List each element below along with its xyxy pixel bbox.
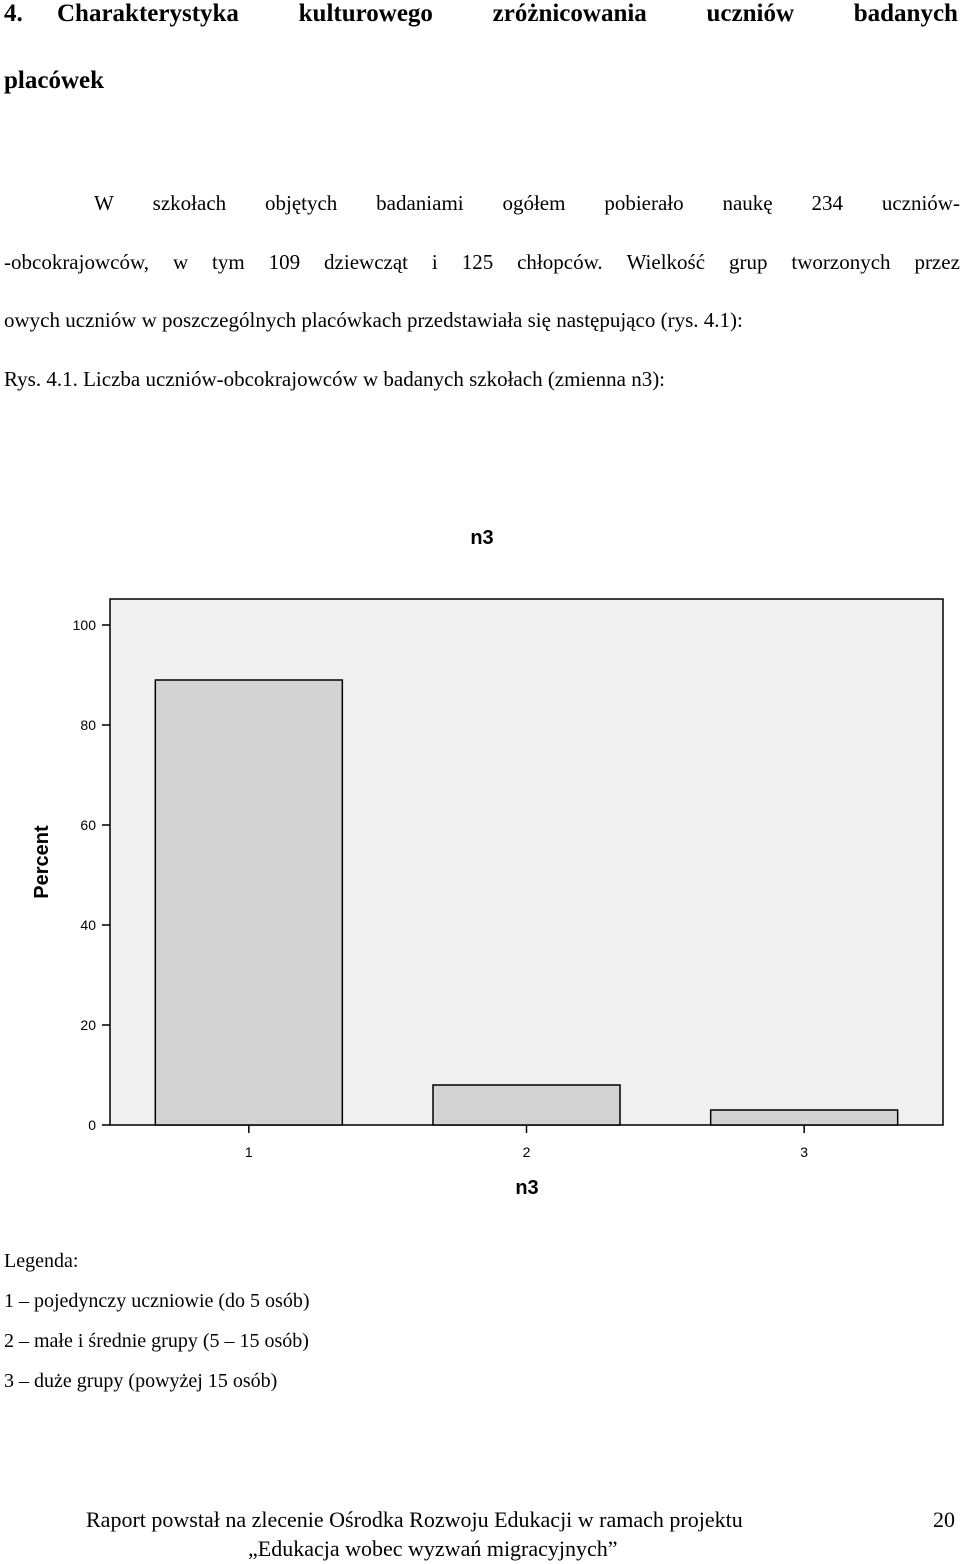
word: dziewcząt [324,250,408,274]
y-axis-label: Percent [31,825,53,899]
heading-word: uczniów [706,0,795,27]
section-heading-line2: placówek [4,67,104,94]
bar [433,1085,620,1125]
word: 109 [268,250,301,274]
word: 125 [461,250,494,274]
word: pobierało [604,191,684,215]
paragraph-line3: owych uczniów w poszczególnych placówkach przedstawiała się następująco (rys. 4.1): [4,308,743,332]
word: ogółem [502,191,566,215]
word: chłopców. [517,250,603,274]
figure-caption: Rys. 4.1. Liczba uczniów-obcokrajowców w badanych szkołach (zmienna n3): [4,367,666,391]
word: przez [914,250,960,274]
word: naukę [722,191,773,215]
word: objętych [265,191,338,215]
heading-word: zróżnicowania [492,0,647,27]
bar-chart [0,500,960,1210]
section-heading-line1 [57,0,958,28]
word: w [172,250,189,274]
word: tym [212,250,245,274]
word: szkołach [152,191,227,215]
page-number: 20 [933,1507,955,1532]
legend-item: 2 – małe i średnie grupy (5 – 15 osób) [4,1330,309,1352]
legend-item: 3 – duże grupy (powyżej 15 osób) [4,1370,278,1392]
legend-item: 1 – pojedynczy uczniowie (do 5 osób) [4,1290,310,1312]
x-tick-label: 2 [522,1144,531,1160]
word: Wielkość [626,250,706,274]
word: uczniów- [881,191,960,215]
y-tick-label: 0 [88,1117,96,1133]
bar [711,1110,898,1125]
y-tick-label: 40 [80,917,96,933]
y-tick-label: 60 [80,817,96,833]
section-number: 4. [4,0,23,27]
word: i [431,250,438,274]
paragraph-line1 [94,191,960,216]
bar [155,680,342,1125]
word: tworzonych [791,250,891,274]
word: grup [728,250,768,274]
x-tick-label: 1 [244,1144,253,1160]
y-tick-label: 20 [80,1017,96,1033]
word: 234 [811,191,843,215]
y-tick-label: 100 [72,617,96,633]
footer-line2: „Edukacja wobec wyzwań migracyjnych” [248,1536,618,1561]
heading-word: kulturowego [298,0,433,27]
y-tick-label: 80 [80,717,96,733]
footer-line1: Raport powstał na zlecenie Ośrodka Rozwoju Edukacji w ramach projektu [86,1507,743,1532]
word: badaniami [376,191,464,215]
paragraph-line2 [4,250,960,275]
heading-word: badanych [853,0,958,27]
x-axis-label: n3 [515,1177,539,1199]
legend-title: Legenda: [4,1250,79,1272]
word: -obcokrajowców, [4,250,150,274]
heading-word: Charakterystyka [57,0,239,27]
x-tick-label: 3 [800,1144,809,1160]
chart-title: n3 [470,527,494,549]
word: W [94,191,114,215]
